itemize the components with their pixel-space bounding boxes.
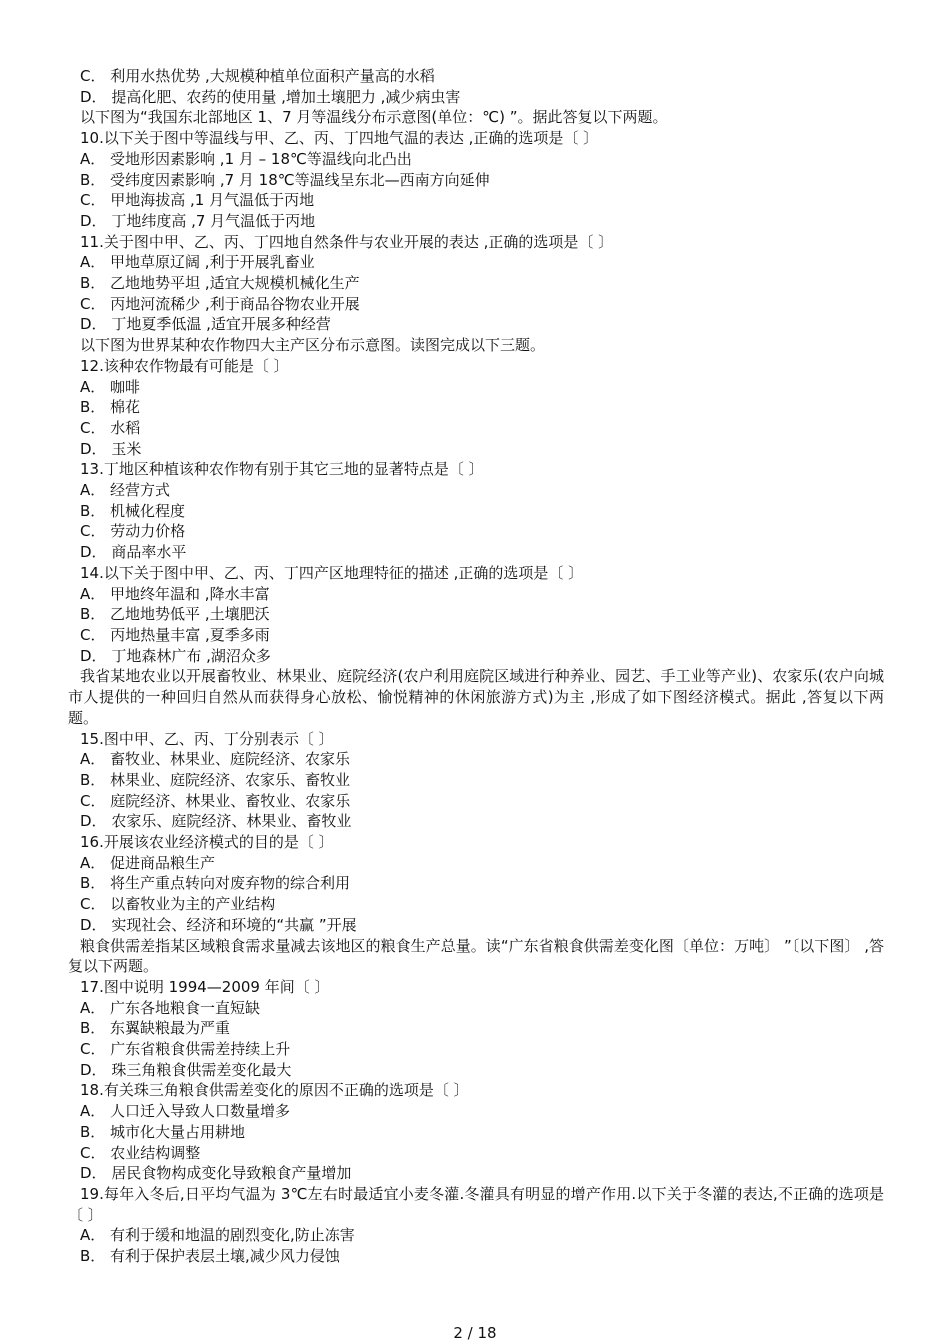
text-line: 16.开展该农业经济模式的目的是〔 〕 (80, 833, 334, 852)
text-line: A． 甲地草原辽阔 ,利于开展乳畜业 (80, 253, 315, 272)
text-line: D． 丁地纬度高 ,7 月气温低于丙地 (80, 211, 316, 230)
text-line: D． 丁地森林广布 ,湖沼众多 (80, 646, 271, 665)
text-line: D． 玉米 (80, 439, 142, 458)
text-line: B． 乙地地势低平 ,土壤肥沃 (80, 605, 270, 624)
paragraph: 粮食供需差指某区域粮食需求量减去该地区的粮食生产总量。读“广东省粮食供需差变化图〔单位：万吨〕 ”〔以下图〕 ,答复以下两题。 (68, 936, 884, 976)
text-line: 17.图中说明 1994—2009 年间〔 〕 (80, 977, 330, 996)
text-line: A． 促进商品粮生产 (80, 853, 216, 872)
text-line: 13.丁地区种植该种农作物有别于其它三地的显著特点是〔 〕 (80, 460, 484, 479)
text-line: D． 农家乐、庭院经济、林果业、畜牧业 (80, 812, 352, 831)
text-line: 15.图中甲、乙、丙、丁分别表示〔 〕 (80, 729, 334, 748)
text-line: B． 有利于保护表层土壤,减少风力侵蚀 (80, 1247, 340, 1266)
text-line: B． 城市化大量占用耕地 (80, 1122, 246, 1141)
text-line: B． 将生产重点转向对废弃物的综合利用 (80, 874, 351, 893)
text-line: 以下图为世界某种农作物四大主产区分布示意图。读图完成以下三题。 (80, 336, 546, 355)
paragraph: 我省某地农业以开展畜牧业、林果业、庭院经济(农户利用庭院区域进行种养业、园艺、手工业等产业)、农家乐(农户向城市人提供的一种回归自然从而获得身心放松、愉悦精神的休闲旅游方式)为主 ,形成了如下图经济模式。据此 ,答复以下两题。 (68, 667, 884, 727)
text-line: C． 丙地河流稀少 ,利于商品谷物农业开展 (80, 294, 360, 313)
text-line: 18.有关珠三角粮食供需差变化的原因不正确的选项是〔 〕 (80, 1081, 469, 1100)
text-line: C． 水稻 (80, 418, 141, 437)
text-line: D． 珠三角粮食供需差变化最大 (80, 1060, 292, 1079)
text-line: D． 居民食物构成变化导致粮食产量增加 (80, 1164, 352, 1183)
text-line: A． 有利于缓和地温的剧烈变化,防止冻害 (80, 1226, 355, 1245)
text-line: A． 人口迁入导致人口数量增多 (80, 1102, 291, 1121)
text-line: C． 农业结构调整 (80, 1143, 201, 1162)
text-line: D． 实现社会、经济和环境的“共赢 ”开展 (80, 915, 357, 934)
text-line: C． 利用水热优势 ,大规模种植单位面积产量高的水稻 (80, 67, 435, 85)
text-line: D． 提高化肥、农药的使用量 ,增加土壤肥力 ,减少病虫害 (80, 87, 461, 106)
text-line: 11.关于图中甲、乙、丙、丁四地自然条件与农业开展的表达 ,正确的选项是〔 〕 (80, 232, 614, 251)
text-line: 14.以下关于图中甲、乙、丙、丁四产区地理特征的描述 ,正确的选项是〔 〕 (80, 563, 584, 582)
text-line: B． 机械化程度 (80, 501, 186, 520)
text-line: C． 以畜牧业为主的产业结构 (80, 895, 276, 914)
text-line: D． 丁地夏季低温 ,适宜开展多种经营 (80, 315, 331, 334)
document-body (68, 66, 884, 1267)
text-line: A． 经营方式 (80, 481, 171, 500)
text-line: B． 棉花 (80, 398, 141, 417)
text-line: C． 庭院经济、林果业、畜牧业、农家乐 (80, 791, 351, 810)
text-line: 10.以下关于图中等温线与甲、乙、丙、丁四地气温的表达 ,正确的选项是〔 〕 (80, 129, 599, 148)
text-line: 以下图为“我国东北部地区 1、7 月等温线分布示意图(单位：℃) ”。据此答复以下两题。 (80, 108, 668, 127)
text-line: 12.该种农作物最有可能是〔 〕 (80, 356, 289, 375)
text-line: C． 甲地海拔高 ,1 月气温低于丙地 (80, 191, 315, 210)
text-line: A． 广东各地粮食一直短缺 (80, 998, 261, 1017)
text-line: C． 丙地热量丰富 ,夏季多雨 (80, 625, 270, 644)
paragraph: 19.每年入冬后,日平均气温为 3℃左右时最适宜小麦冬灌.冬灌具有明显的增产作用.以下关于冬灌的表达,不正确的选项是〔 〕 (68, 1184, 884, 1224)
text-line: B． 林果业、庭院经济、农家乐、畜牧业 (80, 770, 351, 789)
text-line: A． 畜牧业、林果业、庭院经济、农家乐 (80, 750, 351, 769)
text-line: A． 咖啡 (80, 377, 141, 396)
text-line: B． 东翼缺粮最为严重 (80, 1019, 231, 1038)
text-line: B． 受纬度因素影响 ,7 月 18℃等温线呈东北—西南方向延伸 (80, 170, 490, 189)
text-line: A． 甲地终年温和 ,降水丰富 (80, 584, 270, 603)
text-line: D． 商品率水平 (80, 543, 187, 562)
text-line: B． 乙地地势平坦 ,适宜大规模机械化生产 (80, 274, 360, 293)
text-line: C． 广东省粮食供需差持续上升 (80, 1040, 291, 1059)
text-line: A． 受地形因素影响 ,1 月 – 18℃等温线向北凸出 (80, 149, 412, 168)
text-line: C． 劳动力价格 (80, 522, 186, 541)
page-number: 2 / 18 (453, 1324, 497, 1342)
